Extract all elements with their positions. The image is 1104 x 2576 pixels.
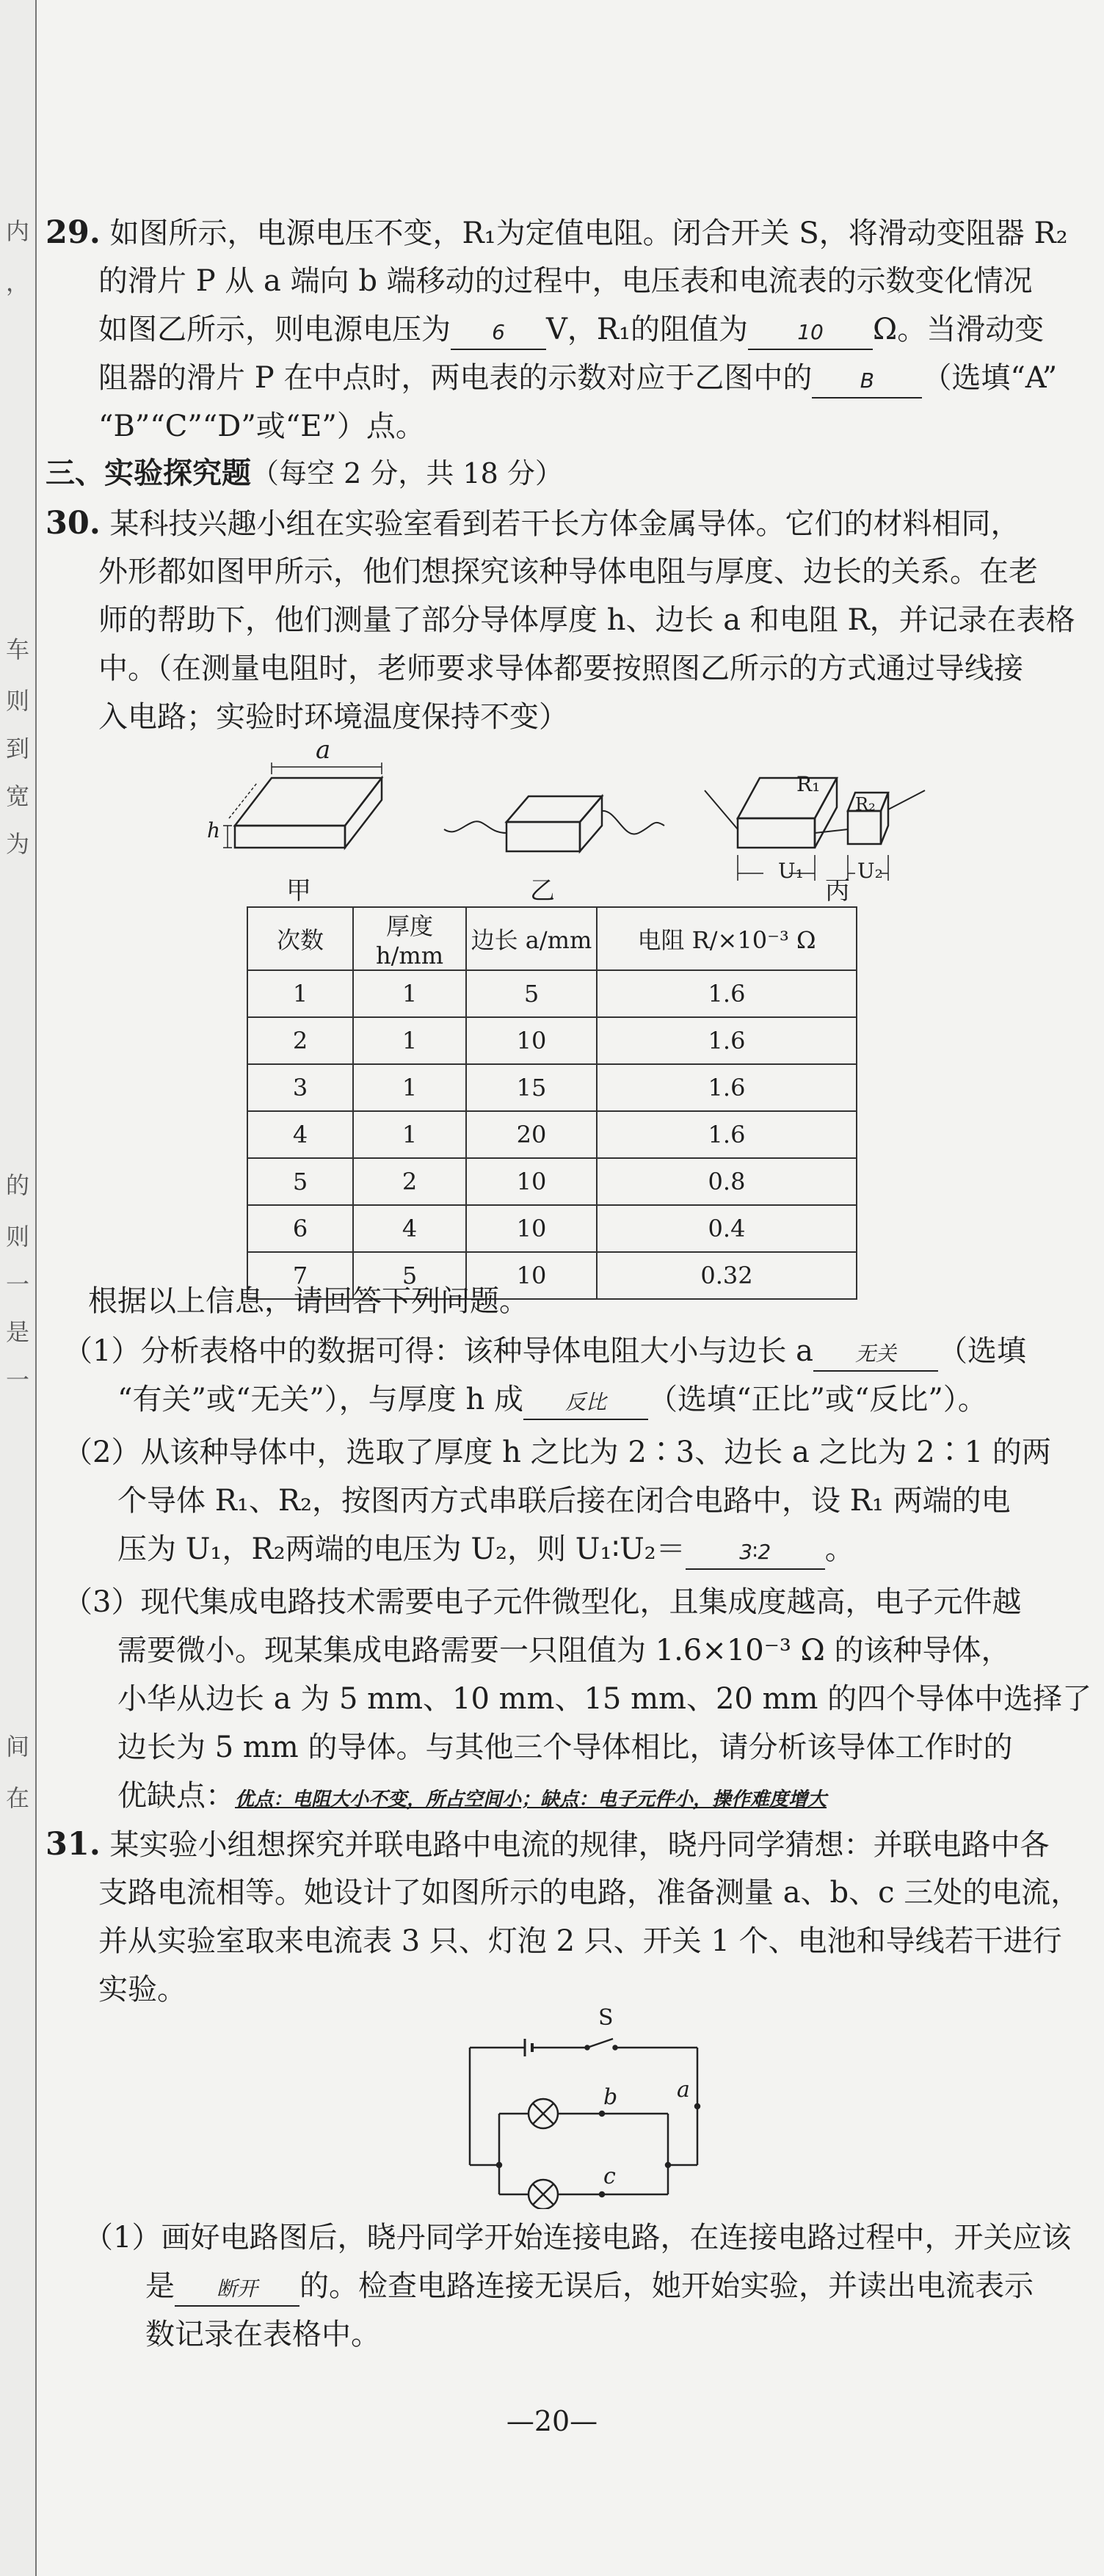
q30-line3: 师的帮助下，他们测量了部分导体厚度 h、边长 a 和电阻 R，并记录在表格 xyxy=(98,603,1075,637)
q30-line4: 中。（在测量电阻时，老师要求导体都要按照图乙所示的方式通过导线接 xyxy=(98,652,1023,685)
margin-char: 到 xyxy=(6,735,30,763)
table-cell: 10 xyxy=(466,1158,597,1205)
table-header-cell: 次数 xyxy=(247,907,353,970)
table-row xyxy=(247,1017,857,1064)
label-r1: R₁ xyxy=(796,772,821,796)
table-row xyxy=(247,1111,857,1158)
label-jia: 甲 xyxy=(286,876,311,906)
q30-p2-l3b: 。 xyxy=(824,1532,854,1566)
table-header-cell: 厚度 h/mm xyxy=(353,907,466,970)
binding-margin xyxy=(0,0,37,2576)
q31-p1-l2b: 的。检查电路连接无误后，她开始实验，并读出电流表示 xyxy=(299,2269,1034,2303)
q29-line3c: Ω。当滑动变 xyxy=(873,313,1045,346)
q31-part1-line3: 数记录在表格中。 xyxy=(145,2318,380,2351)
table-cell: 6 xyxy=(247,1205,353,1252)
margin-char: 在 xyxy=(6,1784,30,1812)
label-yi: 乙 xyxy=(530,876,555,906)
table-row xyxy=(247,970,857,1017)
q30-p1-l2b: （选填“正比”或“反比”）。 xyxy=(648,1383,987,1416)
q30-part2-line3 xyxy=(117,1525,854,1573)
q30-part3-line5 xyxy=(117,1772,827,1824)
circuit-label-a: a xyxy=(677,2077,690,2103)
table-header-cell: 电阻 R/×10⁻³ Ω xyxy=(597,907,857,970)
answer-disadvantage: 缺点：电子元件小，操作难度增大 xyxy=(540,1789,827,1811)
table-cell: 5 xyxy=(247,1158,353,1205)
q29-line4b: （选填“A” xyxy=(922,361,1058,395)
q30-p3-l5a: 优缺点： xyxy=(117,1779,235,1813)
label-r2: R₂ xyxy=(855,794,876,815)
page-number: —20— xyxy=(506,2405,598,2437)
q30-line1: 某科技兴趣小组在实验室看到若干长方体金属导体。它们的材料相同， xyxy=(109,507,1020,541)
q30-p1-l2a: “有关”或“无关”），与厚度 h 成 xyxy=(117,1383,523,1416)
table-cell: 1.6 xyxy=(597,1111,857,1158)
table-cell: 4 xyxy=(353,1205,466,1252)
margin-char: 是 xyxy=(6,1318,30,1346)
question-number: 29. xyxy=(46,214,101,251)
q29-line2: 的滑片 P 从 a 端向 b 端移动的过程中，电压表和电流表的示数变化情况 xyxy=(98,264,1033,298)
question-31-stem xyxy=(46,1820,1088,2026)
answer-blank-side: 无关 xyxy=(813,1338,938,1372)
table-header-cell: 边长 a/mm xyxy=(466,907,597,970)
margin-char: 一 xyxy=(6,1366,30,1394)
q29-line3b: V，R₁的阻值为 xyxy=(546,313,749,346)
table-cell: 1.6 xyxy=(597,1017,857,1064)
table-cell: 5 xyxy=(466,970,597,1017)
circuit-label-c: c xyxy=(603,2164,616,2189)
data-table xyxy=(247,906,857,1300)
q31-line4: 实验。 xyxy=(98,1973,186,2006)
q29-line5: “B”“C”“D”或“E”）点。 xyxy=(98,410,425,443)
table-cell: 3 xyxy=(247,1064,353,1111)
answer-blank-thickness: 反比 xyxy=(523,1386,648,1420)
question-29 xyxy=(46,208,1088,458)
table-cell: 1 xyxy=(353,970,466,1017)
table-row xyxy=(247,1064,857,1111)
margin-char: ， xyxy=(6,269,30,296)
question-number: 31. xyxy=(46,1826,101,1863)
table-cell: 20 xyxy=(466,1111,597,1158)
margin-char: 为 xyxy=(6,830,30,858)
q30-part1-line1 xyxy=(63,1327,1026,1375)
q30-p1-l1b: （选填 xyxy=(938,1334,1027,1368)
answer-blank-ratio: 3∶2 xyxy=(686,1536,825,1570)
table-cell: 1 xyxy=(247,970,353,1017)
question-number: 30. xyxy=(46,505,101,542)
table-row xyxy=(247,1205,857,1252)
table-cell: 1 xyxy=(353,1017,466,1064)
q30-part2-line2: 个导体 R₁、R₂，按图丙方式串联后接在闭合电路中，设 R₁ 两端的电 xyxy=(117,1484,1011,1518)
q31-part1-line1: （1）画好电路图后，晓丹同学开始连接电路，在连接电路过程中，开关应该 xyxy=(84,2221,1072,2255)
table-cell: 10 xyxy=(466,1252,597,1299)
margin-char: 内 xyxy=(6,217,30,245)
q31-line2: 支路电流相等。她设计了如图所示的电路，准备测量 a、b、c 三处的电流， xyxy=(98,1876,1081,1910)
section-note: （每空 2 分，共 18 分） xyxy=(251,457,563,490)
circuit-label-s: S xyxy=(598,2005,614,2031)
q30-part1-line2 xyxy=(117,1375,987,1424)
section-title: 三、实验探究题 xyxy=(46,456,251,490)
margin-char: 宽 xyxy=(6,782,30,810)
q30-intro: 根据以上信息，请回答下列问题。 xyxy=(88,1284,529,1318)
margin-char: 间 xyxy=(6,1733,30,1761)
q31-p1-l2a: 是 xyxy=(145,2269,175,2303)
answer-blank-switch: 断开 xyxy=(175,2273,299,2307)
table-cell: 0.8 xyxy=(597,1158,857,1205)
answer-blank-resistance: 10 xyxy=(748,316,873,350)
table-cell: 5 xyxy=(353,1252,466,1299)
answer-blank-voltage: 6 xyxy=(451,316,546,350)
label-a: a xyxy=(316,735,331,765)
circuit-diagram xyxy=(455,2026,719,2209)
margin-char: 则 xyxy=(6,1223,30,1251)
margin-char: 的 xyxy=(6,1171,30,1199)
table-cell: 1 xyxy=(353,1111,466,1158)
label-bing: 丙 xyxy=(825,876,850,906)
table-cell: 0.32 xyxy=(597,1252,857,1299)
q30-p2-l3a: 压为 U₁，R₂两端的电压为 U₂，则 U₁∶U₂＝ xyxy=(117,1532,686,1566)
table-row xyxy=(247,1158,857,1205)
q30-p1-l1a: （1）分析表格中的数据可得：该种导体电阻大小与边长 a xyxy=(63,1334,814,1368)
table-cell: 15 xyxy=(466,1064,597,1111)
margin-char: 一 xyxy=(6,1270,30,1298)
question-30-stem xyxy=(46,499,1088,749)
table-header-row xyxy=(247,907,857,970)
label-h: h xyxy=(207,818,221,843)
answer-blank-point: B xyxy=(812,365,922,399)
q29-line3a: 如图乙所示，则电源电压为 xyxy=(98,313,451,346)
margin-char: 则 xyxy=(6,687,30,715)
q31-part1-line2 xyxy=(145,2262,1034,2310)
q30-part3-line4: 边长为 5 mm 的导体。与其他三个导体相比，请分析该导体工作时的 xyxy=(117,1731,1013,1764)
label-u1: U₁ xyxy=(778,859,804,883)
q30-part3-line2: 需要微小。现某集成电路需要一只阻值为 1.6×10⁻³ Ω 的该种导体， xyxy=(117,1634,1011,1667)
q30-part2-line1: （2）从该种导体中，选取了厚度 h 之比为 2∶3、边长 a 之比为 2∶1 的两 xyxy=(63,1436,1051,1469)
q30-line5: 入电路；实验时环境温度保持不变） xyxy=(98,700,568,734)
table-cell: 7 xyxy=(247,1252,353,1299)
q31-line3: 并从实验室取来电流表 3 只、灯泡 2 只、开关 1 个、电池和导线若干进行 xyxy=(98,1924,1062,1958)
answer-advantage: 优点：电阻大小不变，所占空间小 xyxy=(235,1789,522,1811)
q29-line4a: 阻器的滑片 P 在中点时，两电表的示数对应于乙图中的 xyxy=(98,361,813,395)
answer-separator: ； xyxy=(521,1789,541,1811)
figure-yi-cuboid xyxy=(444,796,664,851)
table-cell: 10 xyxy=(466,1205,597,1252)
table-cell: 0.4 xyxy=(597,1205,857,1252)
label-u2: U₂ xyxy=(857,859,883,883)
figure-jia-cuboid xyxy=(223,763,382,848)
table-cell: 2 xyxy=(247,1017,353,1064)
table-cell: 4 xyxy=(247,1111,353,1158)
circuit-label-b: b xyxy=(603,2084,618,2110)
q31-line1: 某实验小组想探究并联电路中电流的规律，晓丹同学猜想：并联电路中各 xyxy=(109,1828,1050,1862)
table-cell: 1.6 xyxy=(597,1064,857,1111)
table-cell: 1 xyxy=(353,1064,466,1111)
q30-part3-line3: 小华从边长 a 为 5 mm、10 mm、15 mm、20 mm 的四个导体中选择了 xyxy=(117,1682,1092,1716)
table-cell: 10 xyxy=(466,1017,597,1064)
table-cell: 2 xyxy=(353,1158,466,1205)
table-cell: 1.6 xyxy=(597,970,857,1017)
section-header xyxy=(46,449,563,498)
q29-line1: 如图所示，电源电压不变，R₁为定值电阻。闭合开关 S，将滑动变阻器 R₂ xyxy=(109,217,1068,250)
q30-line2: 外形都如图甲所示，他们想探究该种导体电阻与厚度、边长的关系。在老 xyxy=(98,555,1038,589)
q30-part3-line1: （3）现代集成电路技术需要电子元件微型化，且集成度越高，电子元件越 xyxy=(63,1585,1022,1619)
margin-char: 车 xyxy=(6,636,30,663)
